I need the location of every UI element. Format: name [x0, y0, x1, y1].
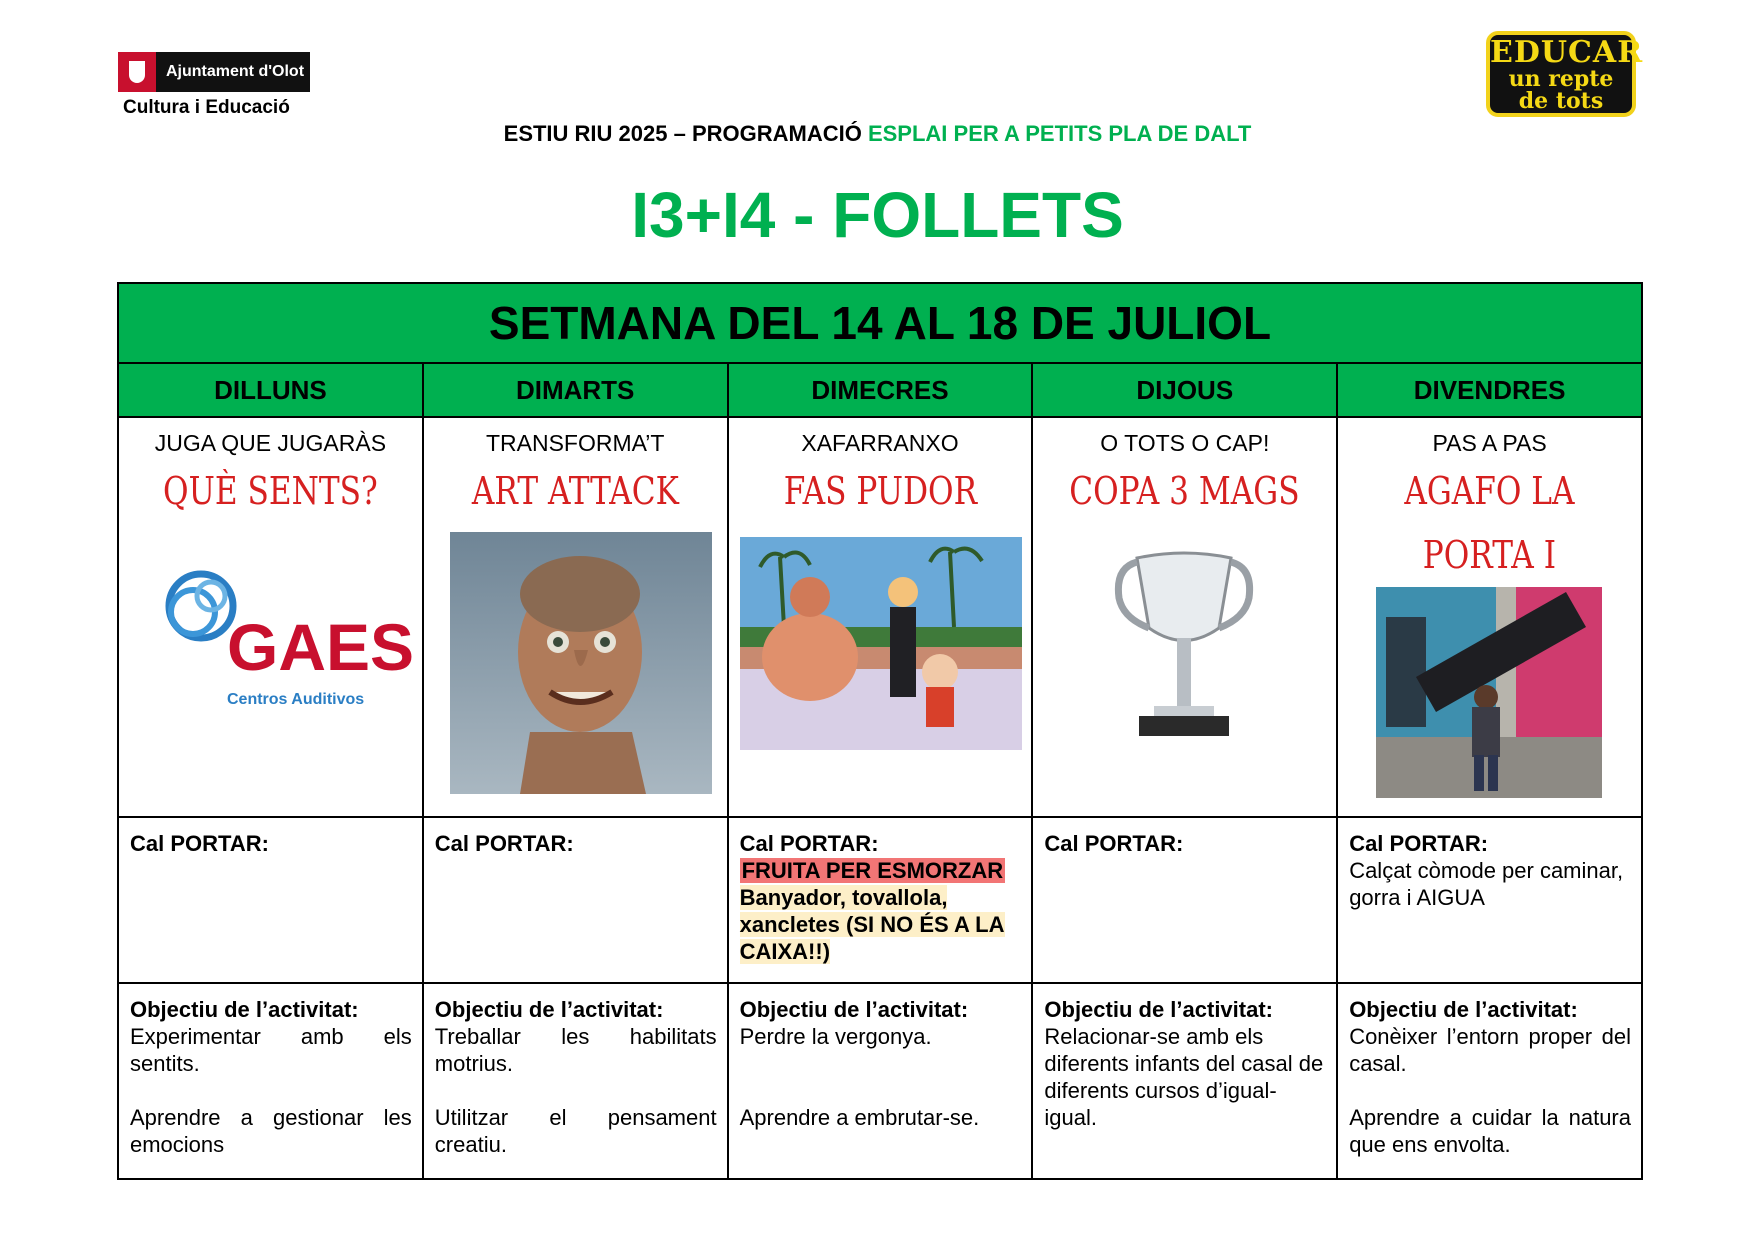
educar-line-1: EDUCAR	[1490, 35, 1644, 70]
activity-title: AGAFO LA PORTA I	[1404, 469, 1575, 577]
activity-cell-monday	[118, 417, 423, 817]
bring-items: Calçat còmode per caminar, gorra i AIGUA	[1349, 858, 1624, 910]
gaes-logo-image	[153, 558, 415, 723]
objective-text-1: Treballar les habilitats motrius.	[434, 1024, 717, 1076]
bring-cell-tuesday	[423, 817, 728, 983]
activity-cell-thursday	[1032, 417, 1337, 817]
bring-label: Cal PORTAR:	[1044, 831, 1184, 856]
day-header-monday: DILLUNS	[118, 363, 423, 417]
objective-label: Objectiu de l’activitat:	[1349, 997, 1578, 1022]
bring-label: Cal PORTAR:	[1349, 831, 1489, 856]
day-header-friday: DIVENDRES	[1337, 363, 1642, 417]
objective-label: Objectiu de l’activitat:	[739, 997, 969, 1022]
activity-name: PAS A PAS	[1432, 430, 1547, 456]
bring-cell-wednesday	[728, 817, 1033, 983]
activity-title: QUÈ SENTS?	[163, 469, 378, 513]
trophy-cup-image	[1109, 538, 1259, 753]
logo-olot-sub: Cultura i Educació	[123, 97, 290, 118]
bring-label: Cal PORTAR:	[434, 831, 574, 856]
sculpted-head-photo	[450, 532, 712, 799]
objective-cell-thursday	[1032, 983, 1337, 1179]
objective-row	[118, 983, 1642, 1179]
bring-cell-thursday	[1032, 817, 1337, 983]
ajuntament-olot-logo	[118, 52, 310, 119]
activity-name: XAFARRANXO	[801, 430, 959, 456]
objective-label: Objectiu de l’activitat:	[1044, 997, 1273, 1022]
objective-text-1: Conèixer l’entorn proper del casal.	[1349, 1024, 1631, 1076]
bring-row	[118, 817, 1642, 983]
activity-name: JUGA QUE JUGARÀS	[154, 430, 387, 456]
objective-text-2: Aprendre a cuidar la natura que ens envolta.	[1349, 1105, 1631, 1157]
cartoon-fight-scene-image	[740, 537, 1022, 755]
page-title: I3+I4 - FOLLETS	[631, 179, 1124, 251]
objective-label: Objectiu de l’activitat:	[434, 997, 664, 1022]
day-header-thursday: DIJOUS	[1032, 363, 1337, 417]
gaes-subtext: Centros Auditivos	[227, 691, 365, 708]
activity-cell-friday	[1337, 417, 1642, 817]
bring-cell-friday	[1337, 817, 1642, 983]
activity-row	[118, 417, 1642, 817]
logo-olot-name: Ajuntament d'Olot	[166, 63, 305, 80]
objective-label: Objectiu de l’activitat:	[130, 997, 359, 1022]
objective-cell-wednesday	[728, 983, 1033, 1179]
weekly-schedule-table	[117, 282, 1643, 1180]
activity-name: TRANSFORMA’T	[485, 430, 665, 456]
educar-line-3: de tots	[1518, 88, 1604, 114]
objective-cell-monday	[118, 983, 423, 1179]
program-subtitle	[0, 121, 1755, 147]
objective-text-2: Aprendre a gestionar les emocions	[130, 1105, 412, 1157]
olot-shield-icon	[118, 52, 156, 92]
day-header-row	[118, 363, 1642, 417]
bring-cell-monday	[118, 817, 423, 983]
subtitle-esplai: ESPLAI PER A PETITS PLA DE DALT	[867, 121, 1252, 146]
objective-cell-tuesday	[423, 983, 728, 1179]
activity-title: COPA 3 MAGS	[1069, 469, 1300, 513]
day-header-tuesday: DIMARTS	[423, 363, 728, 417]
educar-line-2: un repte	[1508, 66, 1614, 92]
objective-text-1: Relacionar-se amb els diferents infants del casal de diferents cursos d’igual-igual.	[1044, 1024, 1324, 1130]
day-header-wednesday: DIMECRES	[728, 363, 1033, 417]
subtitle-program: ESTIU RIU 2025 – PROGRAMACIÓ	[503, 121, 862, 146]
activity-title: ART ATTACK	[471, 469, 679, 513]
activity-title: FAS PUDOR	[783, 469, 977, 513]
educar-repte-logo	[1486, 31, 1644, 117]
objective-text-2: Utilitzar el pensament creatiu.	[434, 1105, 717, 1157]
bring-swimwear: Banyador, tovallola, xancletes (SI NO ÉS A LA CAIXA!!)	[739, 885, 1005, 964]
gaes-text: GAES	[227, 610, 415, 684]
man-carrying-door-photo	[1376, 587, 1602, 803]
activity-cell-tuesday	[423, 417, 728, 817]
activity-name: O TOTS O CAP!	[1100, 430, 1270, 456]
objective-text-2: Aprendre a embrutar-se.	[739, 1105, 980, 1130]
objective-text-1: Perdre la vergonya.	[739, 1024, 932, 1049]
week-title: SETMANA DEL 14 AL 18 DE JULIOL	[118, 283, 1642, 363]
bring-label: Cal PORTAR:	[130, 831, 269, 856]
activity-cell-wednesday	[728, 417, 1033, 817]
bring-fruit-highlight: FRUITA PER ESMORZAR	[741, 858, 1004, 883]
objective-cell-friday	[1337, 983, 1642, 1179]
bring-label: Cal PORTAR:	[739, 831, 879, 856]
objective-text-1: Experimentar amb els sentits.	[130, 1024, 412, 1076]
